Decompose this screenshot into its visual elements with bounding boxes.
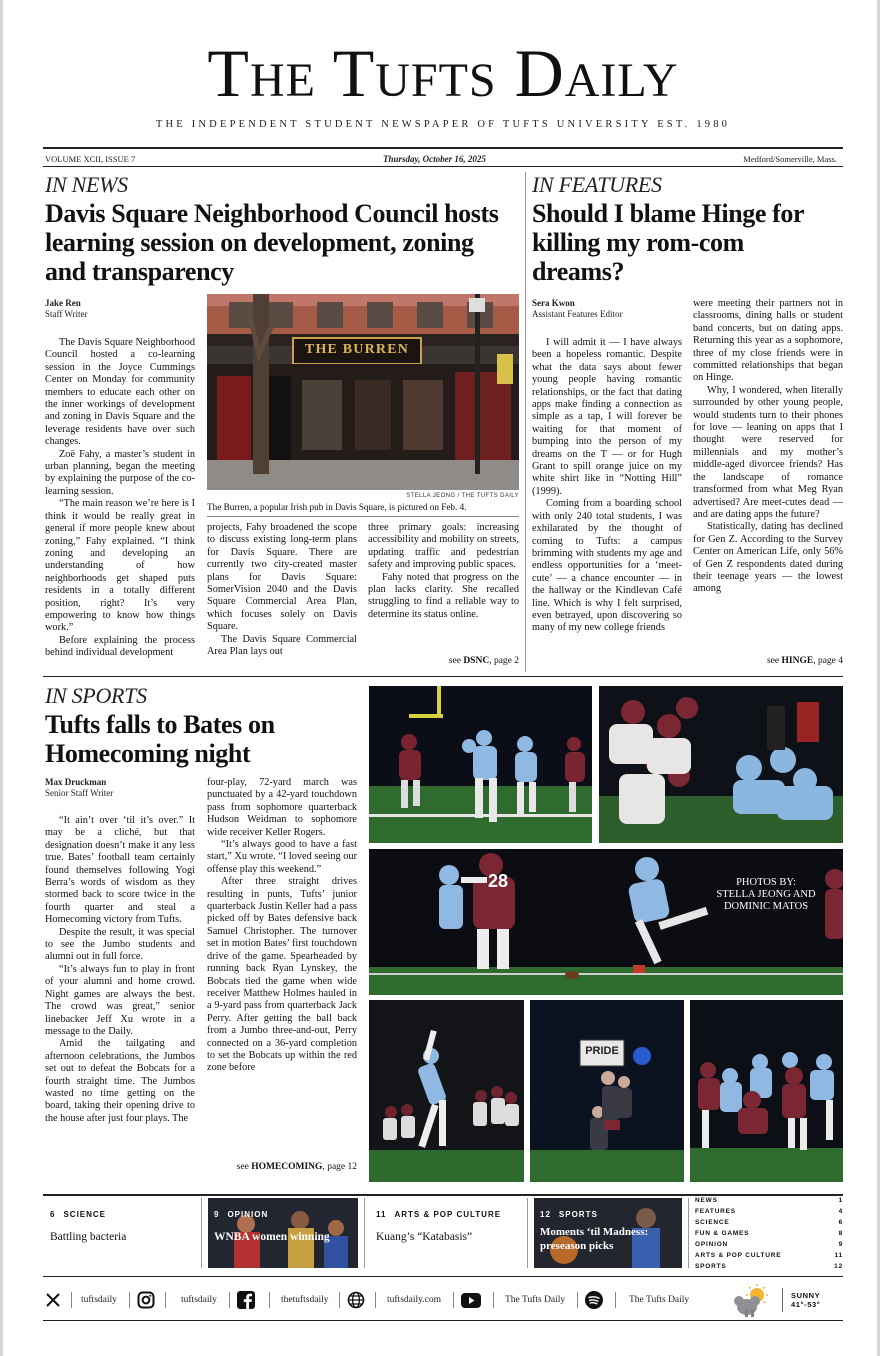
- features-column-1: [532, 337, 682, 671]
- jump-prefix: see: [766, 656, 782, 666]
- teaser-divider: [527, 1198, 528, 1268]
- teaser-science[interactable]: [45, 1198, 197, 1268]
- sports-jump-link[interactable]: [207, 1162, 357, 1172]
- jump-suffix: , page 2: [489, 656, 519, 666]
- weather-condition: SUNNY: [791, 1291, 821, 1300]
- sports-paragraph: After three straight drives resulting in punts, Tufts’ junior quarterback Justin Keller had a pass picked off by Bates defensive back Samuel Christopher. The turnover set in motion Bates’ first touchdown drive of the game. Spearheaded by running back Ryan Lynskey, the Bobcats tied the game when wide receiver Matthew Holmes hauled in a 9-yard pass from quarterback Jack Perry. After getting the ball back from a Jumbo three-and-out, Perry connected on a 36-yard completion to set the Bobcats up within the red zone before: [207, 876, 357, 1074]
- section-rule: [43, 676, 843, 677]
- teaser-arts[interactable]: [371, 1198, 523, 1268]
- masthead-tagline: THE INDEPENDENT STUDENT NEWSPAPER OF TUFTS UNIVERSITY EST. 1980: [155, 119, 731, 130]
- jump-keyword: HINGE: [781, 656, 814, 666]
- photos-credit-line: STELLA JEONG AND: [716, 889, 816, 900]
- teaser-science-title: Battling bacteria: [50, 1231, 127, 1243]
- caption-rule: [207, 516, 519, 517]
- news-byline: [45, 298, 88, 320]
- teaser-opinion-label: 9 OPINION: [214, 1210, 269, 1219]
- social-divider: [229, 1292, 230, 1308]
- features-paragraph: Coming from a boarding school with only 240 total students, I was exhilarated by the thought of coming to Tufts: a campus brimming with students my age and endless opportunities for a ‘meet-cute’ — a chance encounter — in the hallway or the Kindlevan Café line. Which is why I felt surprised, even betrayed, upon discovering so many of my new college friends: [532, 498, 682, 634]
- news-headline[interactable]: Davis Square Neighborhood Council hosts learning session on development, zoning and transparency: [45, 199, 499, 286]
- weather-forecast: [791, 1291, 820, 1309]
- teaser-arts-title: Kuang’s “Katabasis”: [376, 1231, 473, 1243]
- news-jump-link[interactable]: [368, 656, 519, 666]
- teaser-top-rule: [43, 1194, 843, 1196]
- football-photo-5-illustration: [690, 1000, 843, 1182]
- teaser-divider: [201, 1198, 202, 1268]
- football-photo-1-illustration: [369, 686, 592, 843]
- teaser-sports[interactable]: [534, 1198, 682, 1268]
- sports-paragraph: Amid the tailgating and afternoon celebrations, the Jumbos set out to defeat the Bobcats for a fourth straight time. The Jumbos wasted no time getting on the board, taking their opening drive to the house after just four plays. The: [45, 1038, 195, 1124]
- social-facebook-handle[interactable]: thetuftsdaily: [281, 1295, 329, 1305]
- news-section-label: IN NEWS: [45, 172, 128, 197]
- jump-keyword: HOMECOMING: [251, 1162, 323, 1172]
- social-divider: [453, 1292, 454, 1308]
- social-divider: [165, 1292, 166, 1308]
- footer-bottom-rule: [43, 1320, 843, 1321]
- cheer-photo-illustration: [530, 1000, 684, 1182]
- news-column-2: [207, 522, 357, 668]
- sports-paragraph: “It ain’t over ‘til it’s over.” It may be a cliché, but that designation doesn’t make it any less true. Bates’ football team certainly found themselves following Yogi Berra’s words of wisdom as they stormed back to score twice in the fourth quarter and steal a Homecoming victory from Tufts.: [45, 815, 195, 926]
- sun-icon: [733, 1283, 773, 1317]
- sports-paragraph: “It’s always fun to play in front of your alumni and home crowd. Night games are always the best. The crowd was great,” senior linebacker Jeff Xu wrote in a message to the Daily.: [45, 963, 195, 1037]
- features-author-title: Assistant Features Editor: [532, 309, 623, 319]
- news-paragraph: “The main reason we’re here is I think it would be really great in general if more people knew about zoning,” Fahy explained. “I think zoning and developing an understanding of how neighborhoods get shaped puts residents in a totally different position, right? It’s very empowering to know how things work.”: [45, 498, 195, 634]
- photos-credit-line: DOMINIC MATOS: [723, 901, 809, 912]
- football-photo-3: [369, 849, 843, 995]
- burren-photo-illustration: [207, 294, 519, 490]
- features-byline: [532, 298, 623, 320]
- news-paragraph: Before explaining the process behind individual development: [45, 634, 195, 659]
- burren-photo: [207, 294, 519, 490]
- features-column-2: [693, 298, 843, 654]
- globe-icon: [347, 1291, 365, 1309]
- instagram-icon: [137, 1291, 155, 1309]
- index-item-arts[interactable]: ARTS & POP CULTURE 11: [695, 1252, 843, 1259]
- social-divider: [615, 1292, 616, 1308]
- weather-mascot-icon: [733, 1283, 773, 1317]
- social-instagram[interactable]: [137, 1290, 155, 1310]
- photos-credit-line: PHOTOS BY:: [736, 877, 796, 888]
- sports-column-2: [207, 777, 357, 1157]
- masthead-title: The Tufts Daily: [207, 35, 679, 111]
- issue-location: Medford/Somerville, Mass.: [743, 154, 837, 164]
- sports-paragraph: four-play, 72-yard march was punctuated by a 42-yard touchdown pass from sophomore quarterback Hudson Weidman to sophomore wide receiver Keller Rogers.: [207, 777, 357, 838]
- football-photo-1: [369, 686, 592, 843]
- pride-sign: PRIDE: [585, 1045, 619, 1057]
- jump-keyword: DSNC: [463, 656, 490, 666]
- x-icon: [45, 1292, 61, 1308]
- news-paragraph: The Davis Square Commercial Area Plan lays out: [207, 633, 357, 658]
- social-spotify-handle[interactable]: The Tufts Daily: [629, 1295, 690, 1305]
- football-photo-2: [599, 686, 843, 843]
- spotify-icon: [585, 1291, 603, 1309]
- volume-issue: VOLUME XCII, ISSUE 7: [45, 154, 136, 164]
- social-divider: [269, 1292, 270, 1308]
- teaser-opinion[interactable]: [208, 1198, 358, 1268]
- sports-column-1: [45, 815, 195, 1179]
- news-paragraph: The Davis Square Neighborhood Council hosted a co-learning session in the Joyce Cummings Center on Monday for community members to educate each other on the inner workings of development and zoning in Davis Square and the leverage residents have over such changes.: [45, 337, 195, 448]
- teaser-sports-title: Moments ‘til Madness: preseason picks: [540, 1226, 649, 1252]
- social-web-handle[interactable]: tuftsdaily.com: [387, 1295, 441, 1305]
- social-divider: [71, 1292, 72, 1308]
- social-divider: [493, 1292, 494, 1308]
- news-paragraph: three primary goals: increasing accessibility and mobility on streets, updating traffic and pedestrian safety and improving public spaces.: [368, 522, 519, 571]
- cheer-photo: [530, 1000, 684, 1182]
- teaser-sports-label: 12 SPORTS: [540, 1210, 598, 1219]
- sports-byline: [45, 777, 113, 799]
- sports-paragraph: Despite the result, it was special to see the Jumbo students and alumni out in full force.: [45, 926, 195, 963]
- features-jump-link[interactable]: [693, 656, 843, 666]
- social-divider: [577, 1292, 578, 1308]
- teaser-divider: [364, 1198, 365, 1268]
- jump-prefix: see: [236, 1162, 252, 1172]
- social-divider: [375, 1292, 376, 1308]
- news-paragraph: projects, Fahy broadened the scope to discuss existing long-term plans for Davis Square. There are currently two city-created master plans for Davis Square: SomerVision 2040 and the Davis Square Commercial Area Plan, which focuses solely on Davis Square.: [207, 522, 357, 633]
- features-paragraph: Statistically, dating has declined for Gen Z. According to the Survey Center on American Life, only 56% of Gen Z respondents dated during their teenage years — the lowest among: [693, 521, 843, 595]
- social-youtube-handle[interactable]: The Tufts Daily: [505, 1295, 566, 1305]
- teaser-science-label: 6 SCIENCE: [50, 1210, 107, 1219]
- football-photo-3-illustration: [369, 849, 843, 995]
- sports-author: Max Druckman: [45, 777, 107, 787]
- social-youtube[interactable]: [461, 1290, 481, 1310]
- social-facebook[interactable]: [237, 1290, 255, 1310]
- weather-temps: 41°-53°: [791, 1300, 821, 1309]
- youtube-icon: [461, 1293, 481, 1308]
- social-instagram-handle[interactable]: tuftsdaily: [181, 1295, 217, 1305]
- burren-sign: THE BURREN: [304, 342, 410, 357]
- index-item-news[interactable]: NEWS 1: [695, 1197, 843, 1204]
- jump-prefix: see: [448, 656, 464, 666]
- teaser-divider: [688, 1198, 689, 1268]
- teaser-arts-label: 11 ARTS & POP CULTURE: [376, 1210, 502, 1219]
- jump-suffix: , page 12: [322, 1162, 357, 1172]
- photos-credit: [701, 877, 831, 913]
- jersey-number: 28: [487, 871, 509, 891]
- sports-headline[interactable]: Tufts falls to Bates on Homecoming night: [45, 710, 275, 768]
- social-divider: [129, 1292, 130, 1308]
- index-item-sports[interactable]: SPORTS 12: [695, 1263, 843, 1270]
- sports-author-title: Senior Staff Writer: [45, 788, 114, 798]
- facebook-icon: [237, 1291, 255, 1309]
- sports-section-label: IN SPORTS: [45, 683, 147, 708]
- jump-suffix: , page 4: [813, 656, 843, 666]
- social-divider: [339, 1292, 340, 1308]
- news-column-1: [45, 337, 195, 671]
- football-photo-4: [369, 1000, 524, 1182]
- burren-photo-credit: STELLA JEONG / THE TUFTS DAILY: [406, 493, 519, 499]
- social-spotify[interactable]: [585, 1290, 603, 1310]
- top-rule: [43, 147, 843, 149]
- social-x[interactable]: [45, 1290, 61, 1310]
- features-section-label: IN FEATURES: [532, 172, 662, 197]
- news-column-3: [368, 522, 519, 652]
- football-photo-4-illustration: [369, 1000, 524, 1182]
- features-paragraph: Why, I wondered, when literally surrounded by other young people, would students turn to their phones for love — leaning on apps that I thought were reserved for millennials and my mother’s middle-aged divorcee friends? Has the landscape of romance transformed from what Meg Ryan advertised? Are meet-cutes dead — and are dating apps the future?: [693, 384, 843, 520]
- burren-photo-caption: The Burren, a popular Irish pub in Davis Square, is pictured on Feb. 4.: [207, 502, 467, 512]
- social-web[interactable]: [347, 1290, 365, 1310]
- issue-date: Thursday, October 16, 2025: [383, 154, 486, 164]
- features-headline[interactable]: Should I blame Hinge for killing my rom-com dreams?: [532, 199, 804, 286]
- news-author-title: Staff Writer: [45, 309, 88, 319]
- sports-paragraph: “It’s always good to have a fast start,” Xu wrote. “I loved seeing our offense play this weekend.”: [207, 839, 357, 875]
- index-item-fun-games[interactable]: FUN & GAMES 8: [695, 1230, 843, 1237]
- football-photo-2-illustration: [599, 686, 843, 843]
- index-item-science[interactable]: SCIENCE 6: [695, 1219, 843, 1226]
- weather-divider: [782, 1288, 783, 1312]
- teaser-opinion-title: WNBA women winning: [214, 1231, 330, 1243]
- features-paragraph: I will admit it — I have always been a hopeless romantic. Despite what the data says about fewer young people having romantic relationships, or the fact that dating apps make finding a connection as simple as a tap, I will forever be waiting for that moment of bumping into the person of my dreams on the T — or for Hugh Grant to spill orange juice on my white shirt like in “Notting Hill” (1999).: [532, 337, 682, 497]
- news-paragraph: Zoë Fahy, a master’s student in urban planning, began the meeting by explaining the purpose of the co-learning session.: [45, 448, 195, 497]
- dateline-rule: [43, 166, 843, 167]
- footer-top-rule: [43, 1276, 843, 1277]
- column-divider: [525, 172, 526, 672]
- news-paragraph: Fahy noted that progress on the plan lacks clarity. She recalled struggling to find a reliable way to determine its status online.: [368, 571, 519, 620]
- index-item-features[interactable]: FEATURES 4: [695, 1208, 843, 1215]
- social-x-handle[interactable]: tuftsdaily: [81, 1295, 117, 1305]
- football-photo-5: [690, 1000, 843, 1182]
- features-paragraph: were meeting their partners not in classrooms, dining halls or student band concerts, but on dating apps. Returning this year as a sophomore, three of my close friends were in committed relationships that began on Hinge.: [693, 298, 843, 384]
- index-item-opinion[interactable]: OPINION 9: [695, 1241, 843, 1248]
- features-author: Sera Kwon: [532, 298, 575, 308]
- news-author: Jake Ren: [45, 298, 81, 308]
